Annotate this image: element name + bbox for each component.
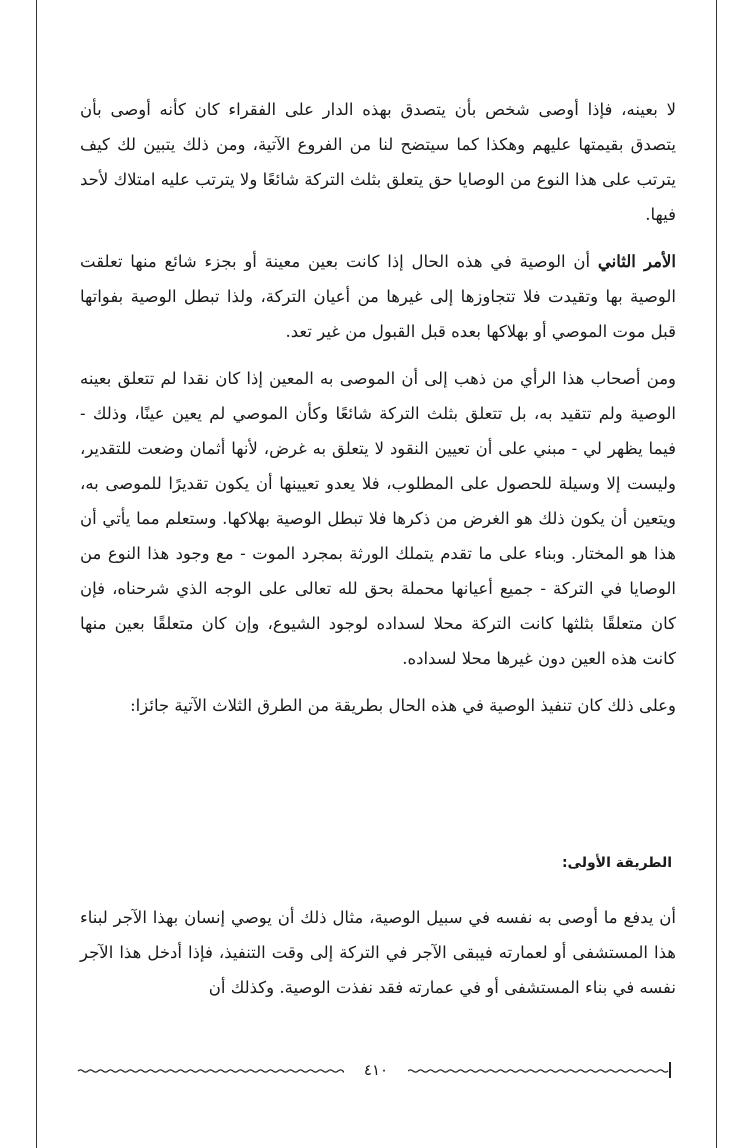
body-text-block — [80, 92, 676, 723]
right-margin-rule — [716, 0, 717, 1148]
paragraph-3-text: ومن أصحاب هذا الرأي من ذهب إلى أن الموصى به المعين إذا كان نقدا لم تتعلق بعينه الوصية ولم تتقيد به، بل تتعلق بثلث التركة شائعًا وكأن الموصي لم يعين عينًا، وذلك - فيما يظهر لي - مبني على أن تعيين النقود لا يتعلق به غرض، لأنها أثمان وضعت للتقدير، وليست إلا وسيلة للحصول على المطلوب، فلا يعدو تعيينها أن يكون تقديرًا للموصى به، ويتعين أن يكون ذلك هو الغرض من ذكرها فلا تبطل الوصية بهلاكها. وستعلم مما يأتي أن هذا هو المختار. وبناء على ما تقدم يتملك الورثة بمجرد الموت - مع وجود هذا النوع من الوصايا في التركة - جميع أعيانها محملة بحق لله تعالى على الوجه الذي شرحناه، فإن كان متعلقًا بثلثها كانت التركة محلا لسداده لوجود الشيوع، وإن كان متعلقًا بعين منها كانت هذه العين دون غيرها محلا لسداده. — [80, 369, 676, 668]
paragraph-2-lead: الأمر الثاني — [597, 252, 676, 271]
paragraph-2-text: أن الوصية في هذه الحال إذا كانت بعين معينة أو بجزء شائع منها تعلقت الوصية بها وتقيدت فلا تتجاوزها إلى غيرها من أعيان التركة، ولذا تبطل الوصية بفواتها قبل موت الموصي أو بهلاكها بعده قبل القبول من غير تعد. — [80, 252, 676, 341]
paragraph-3 — [80, 361, 676, 676]
section-heading: الطريقة الأولى: — [561, 855, 672, 871]
page-footer — [76, 1058, 676, 1082]
wavy-rule-right — [408, 1070, 668, 1072]
paragraph-1 — [80, 92, 676, 232]
wavy-rule-left — [78, 1070, 344, 1072]
closing-text-block — [80, 900, 676, 1005]
paragraph-2 — [80, 244, 676, 349]
paragraph-1-text: لا بعينه، فإذا أوصى شخص بأن يتصدق بهذه الدار على الفقراء كان كأنه أوصى بأن يتصدق بقيمتها عليهم وهكذا كما سيتضح لنا من الفروع الآتية، ومن ذلك يتبين لك كيف يترتب على هذا النوع من الوصايا حق يتعلق بثلث التركة شائعًا ولا يترتب عليه امتلاك لأحد فيها. — [80, 100, 676, 224]
left-margin-rule — [36, 0, 37, 1148]
paragraph-4-text: وعلى ذلك كان تنفيذ الوصية في هذه الحال بطريقة من الطرق الثلاث الآتية جائزا: — [130, 696, 676, 715]
paragraph-4 — [80, 688, 676, 723]
page-number: ٤١٠ — [344, 1058, 408, 1082]
closing-paragraph: أن يدفع ما أوصى به نفسه في سبيل الوصية، مثال ذلك أن يوصي إنسان بهذا الآجر لبناء هذا المستشفى أو لعمارته فيبقى الآجر في التركة إلى وقت التنفيذ، فإذا أدخل هذا الآجر نفسه في بناء المستشفى أو في عمارته فقد نفذت الوصية. وكذلك أن — [80, 908, 676, 997]
